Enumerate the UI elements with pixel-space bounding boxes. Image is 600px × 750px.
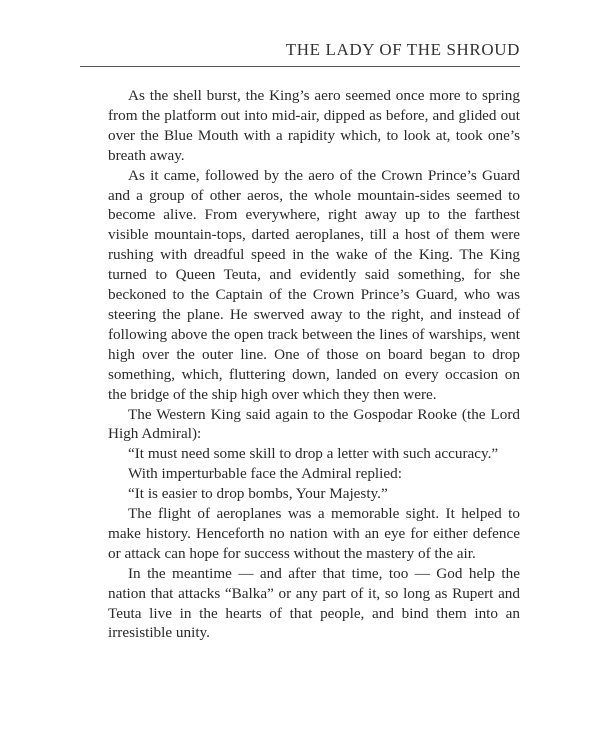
paragraph: The Western King said again to the Gospodar Rooke (the Lord High Admiral):: [108, 405, 520, 443]
paragraph: “It must need some skill to drop a letter with such accuracy.”: [128, 445, 499, 463]
paragraph: As it came, followed by the aero of the Crown Prince’s Guard and a group of other aeros, the whole mountain-sides seemed to become alive. From everywhere, right away up to the farthest visible mountain-tops, darted aeroplanes, till a host of them were rushing with dreadful speed in the wake of the King. The King turned to Queen Teuta, and evidently said something, for she beckoned to the Captain of the Crown Prince’s Guard, who was steering the plane. He swerved away to the right, and instead of following above the open track between the lines of warships, went high over the outer line. One of those on board began to drop something, which, fluttering down, landed on every occasion on the bridge of the ship high over which they then were.: [108, 166, 520, 403]
paragraph: In the meantime — and after that time, too — God help the nation that attacks “Balka” or any part of it, so long as Rupert and Teuta live in the hearts of that people, and bind them into an irresistible unity.: [108, 564, 520, 642]
running-head: THE LADY OF THE SHROUD: [285, 40, 520, 59]
paragraph: “It is easier to drop bombs, Your Majesty.”: [128, 485, 388, 503]
header-rule: [80, 66, 520, 67]
body-text: [108, 86, 520, 643]
paragraph: As the shell burst, the King’s aero seemed once more to spring from the platform out into mid-air, dipped as before, and glided out over the Blue Mouth with a rapidity which, to look at, took one’s breath away.: [108, 87, 520, 164]
paragraph: The flight of aeroplanes was a memorable sight. It helped to make history. Henceforth no nation with an eye for either defence or attack can hope for success without the mastery of the air.: [108, 505, 520, 562]
paragraph: With imperturbable face the Admiral replied:: [128, 465, 402, 483]
